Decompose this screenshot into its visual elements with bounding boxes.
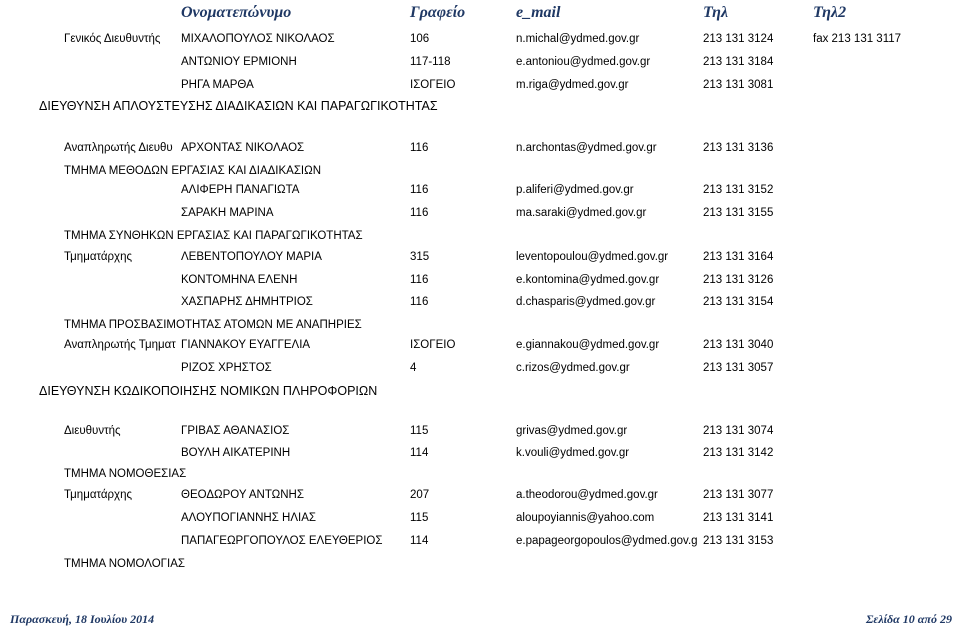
phone-cell: 213 131 3136 — [703, 142, 774, 154]
email-cell: n.michal@ydmed.gov.gr — [516, 33, 640, 45]
office-cell: 116 — [410, 142, 429, 154]
name-cell: ΑΛΟΥΠΟΓΙΑΝΝΗΣ ΗΛΙΑΣ — [181, 512, 316, 524]
email-cell: p.aliferi@ydmed.gov.gr — [516, 184, 634, 196]
phone-cell: 213 131 3184 — [703, 56, 774, 68]
name-cell: ΠΑΠΑΓΕΩΡΓΟΠΟΥΛΟΣ ΕΛΕΥΘΕΡΙΟΣ — [181, 535, 383, 547]
office-cell: 116 — [410, 184, 429, 196]
office-cell: 115 — [410, 512, 429, 524]
email-cell: n.archontas@ydmed.gov.gr — [516, 142, 657, 154]
name-cell: ΑΝΤΩΝΙΟΥ ΕΡΜΙΟΝΗ — [181, 56, 297, 68]
office-cell: 115 — [410, 425, 429, 437]
email-cell: k.vouli@ydmed.gov.gr — [516, 447, 630, 459]
email-cell: leventopoulou@ydmed.gov.gr — [516, 251, 669, 263]
phone-cell: 213 131 3153 — [703, 535, 774, 547]
office-cell: 315 — [410, 251, 430, 263]
phone-cell: 213 131 3124 — [703, 33, 774, 45]
office-cell: 106 — [410, 33, 430, 45]
email-cell: e.kontomina@ydmed.gov.gr — [516, 274, 660, 286]
email-cell: grivas@ydmed.gov.gr — [516, 425, 628, 437]
table-row — [0, 445, 960, 461]
table-row — [0, 205, 960, 221]
office-cell: 114 — [410, 447, 429, 459]
table-row — [0, 337, 960, 353]
name-cell: ΓΡΙΒΑΣ ΑΘΑΝΑΣΙΟΣ — [181, 425, 290, 437]
header-phone: Τηλ — [703, 4, 729, 21]
section-heading: ΤΜΗΜΑ ΝΟΜΟΘΕΣΙΑΣ — [64, 468, 187, 480]
name-cell: ΒΟΥΛΗ ΑΙΚΑΤΕΡΙΝΗ — [181, 447, 291, 459]
phone-cell: 213 131 3141 — [703, 512, 774, 524]
name-cell: ΚΟΝΤΟΜΗΝΑ ΕΛΕΝΗ — [181, 274, 298, 286]
email-cell: ma.saraki@ydmed.gov.gr — [516, 207, 647, 219]
section-heading: ΤΜΗΜΑ ΝΟΜΟΛΟΓΙΑΣ — [64, 558, 185, 570]
table-row — [0, 533, 960, 549]
role-cell: Διευθυντής — [64, 425, 121, 437]
footer-page-number: Σελίδα 10 από 29 — [866, 612, 952, 626]
table-row — [0, 182, 960, 198]
name-cell: ΘΕΟΔΩΡΟΥ ΑΝΤΩΝΗΣ — [181, 489, 304, 501]
office-cell: 116 — [410, 274, 429, 286]
email-cell: e.antoniou@ydmed.gov.gr — [516, 56, 651, 68]
email-cell: aloupoyiannis@yahoo.com — [516, 512, 655, 524]
table-row — [0, 54, 960, 70]
office-cell: ΙΣΟΓΕΙΟ — [410, 339, 456, 351]
role-cell: Τμηματάρχης — [64, 489, 133, 501]
table-row — [0, 487, 960, 503]
name-cell: ΣΑΡΑΚΗ ΜΑΡΙΝΑ — [181, 207, 274, 219]
section-heading: ΤΜΗΜΑ ΣΥΝΘΗΚΩΝ ΕΡΓΑΣΙΑΣ ΚΑΙ ΠΑΡΑΓΩΓΙΚΟΤΗΤΑΣ — [64, 230, 363, 242]
table-row — [0, 77, 960, 93]
phone2-cell: fax 213 131 3117 — [813, 33, 902, 45]
header-phone2: Τηλ2 — [813, 4, 847, 21]
email-cell: d.chasparis@ydmed.gov.gr — [516, 296, 656, 308]
role-cell: Γενικός Διευθυντής — [64, 33, 161, 45]
email-cell: a.theodorou@ydmed.gov.gr — [516, 489, 658, 501]
phone-cell: 213 131 3074 — [703, 425, 774, 437]
email-cell: c.rizos@ydmed.gov.gr — [516, 362, 630, 374]
name-cell: ΛΕΒΕΝΤΟΠΟΥΛΟΥ ΜΑΡΙΑ — [181, 251, 322, 263]
name-cell: ΜΙΧΑΛΟΠΟΥΛΟΣ ΝΙΚΟΛΑΟΣ — [181, 33, 335, 45]
office-cell: 116 — [410, 207, 429, 219]
name-cell: ΡΗΓΑ ΜΑΡΘΑ — [181, 79, 254, 91]
email-cell: e.giannakou@ydmed.gov.gr — [516, 339, 660, 351]
phone-cell: 213 131 3081 — [703, 79, 774, 91]
role-cell: Αναπληρωτής Διευθυ — [64, 142, 173, 154]
table-row — [0, 272, 960, 288]
name-cell: ΧΑΣΠΑΡΗΣ ΔΗΜΗΤΡΙΟΣ — [181, 296, 313, 308]
phone-cell: 213 131 3057 — [703, 362, 774, 374]
office-cell: 116 — [410, 296, 429, 308]
table-row — [0, 294, 960, 310]
header-office: Γραφείο — [410, 4, 466, 21]
name-cell: ΑΡΧΟΝΤΑΣ ΝΙΚΟΛΑΟΣ — [181, 142, 305, 154]
name-cell: ΓΙΑΝΝΑΚΟΥ ΕΥΑΓΓΕΛΙΑ — [181, 339, 311, 351]
table-row — [0, 31, 960, 47]
role-cell: Αναπληρωτής Τμηματ — [64, 339, 176, 351]
table-row — [0, 140, 960, 156]
section-heading: ΤΜΗΜΑ ΠΡΟΣΒΑΣΙΜΟΤΗΤΑΣ ΑΤΟΜΩΝ ΜΕ ΑΝΑΠΗΡΙΕΣ — [64, 319, 362, 331]
office-cell: 114 — [410, 535, 429, 547]
role-cell: Τμηματάρχης — [64, 251, 133, 263]
footer-date: Παρασκευή, 18 Ιουλίου 2014 — [10, 612, 155, 626]
office-cell: 117-118 — [410, 56, 451, 68]
office-cell: 4 — [410, 362, 417, 374]
table-row — [0, 423, 960, 439]
phone-cell: 213 131 3142 — [703, 447, 774, 459]
section-heading: ΔΙΕΥΘΥΝΣΗ ΑΠΛΟΥΣΤΕΥΣΗΣ ΔΙΑΔΙΚΑΣΙΩΝ ΚΑΙ ΠΑΡΑΓΩΓΙΚΟΤΗΤΑΣ — [39, 99, 438, 113]
section-heading: ΤΜΗΜΑ ΜΕΘΟΔΩΝ ΕΡΓΑΣΙΑΣ ΚΑΙ ΔΙΑΔΙΚΑΣΙΩΝ — [64, 165, 322, 177]
phone-cell: 213 131 3040 — [703, 339, 774, 351]
section-heading: ΔΙΕΥΘΥΝΣΗ ΚΩΔΙΚΟΠΟΙΗΣΗΣ ΝΟΜΙΚΩΝ ΠΛΗΡΟΦΟΡΙΩΝ — [39, 384, 378, 398]
name-cell: ΑΛΙΦΕΡΗ ΠΑΝΑΓΙΩΤΑ — [181, 184, 300, 196]
header-name: Ονοματεπώνυμο — [181, 4, 292, 21]
phone-cell: 213 131 3126 — [703, 274, 774, 286]
phone-cell: 213 131 3164 — [703, 251, 774, 263]
name-cell: ΡΙΖΟΣ ΧΡΗΣΤΟΣ — [181, 362, 272, 374]
phone-cell: 213 131 3152 — [703, 184, 774, 196]
header-email: e_mail — [516, 4, 561, 21]
email-cell: e.papageorgopoulos@ydmed.gov.g — [516, 535, 698, 547]
phone-cell: 213 131 3155 — [703, 207, 774, 219]
table-row — [0, 249, 960, 265]
table-row — [0, 360, 960, 376]
phone-cell: 213 131 3077 — [703, 489, 774, 501]
table-row — [0, 510, 960, 526]
office-cell: ΙΣΟΓΕΙΟ — [410, 79, 456, 91]
phone-cell: 213 131 3154 — [703, 296, 774, 308]
email-cell: m.riga@ydmed.gov.gr — [516, 79, 629, 91]
office-cell: 207 — [410, 489, 430, 501]
